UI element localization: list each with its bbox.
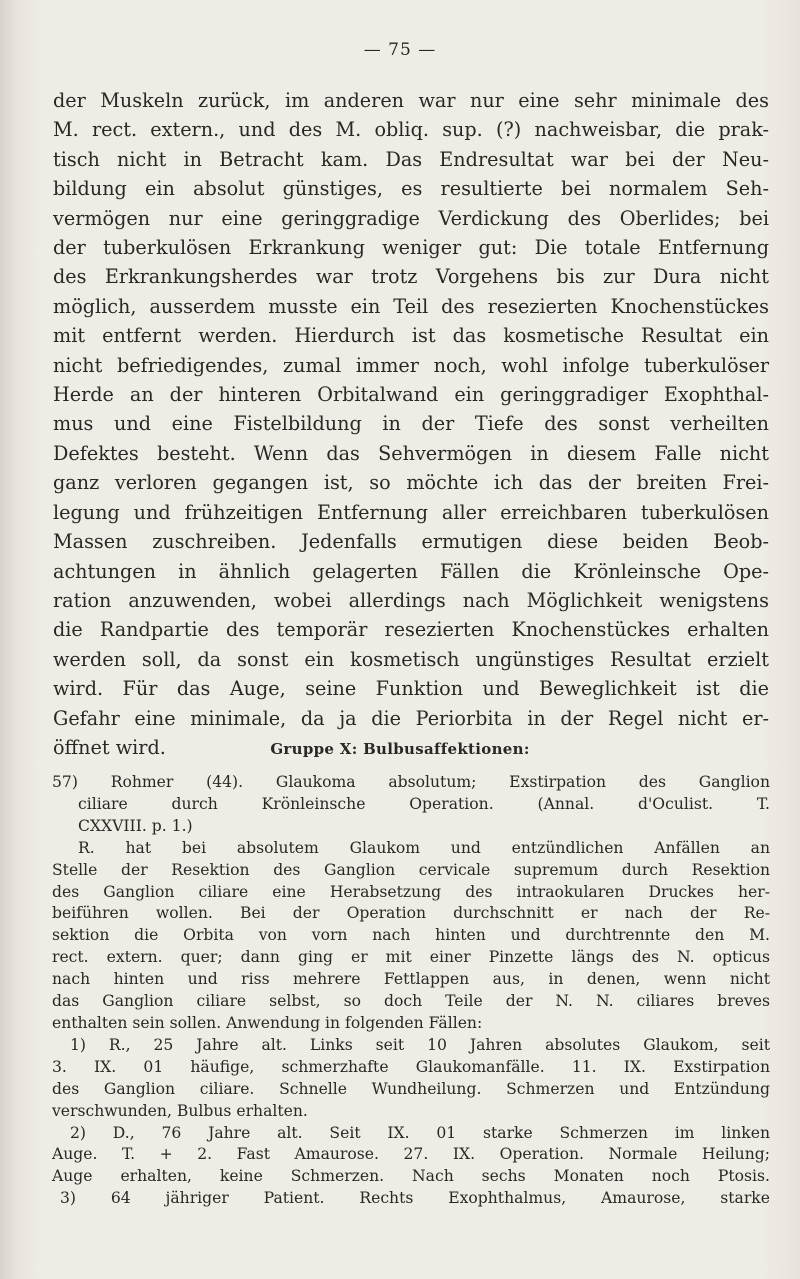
section-heading: Gruppe X: Bulbusaffektionen:: [270, 740, 530, 758]
text-line: Herde an der hinteren Orbitalwand ein geringgradiger Exophthal-: [53, 383, 769, 407]
text-line: mus und eine Fistelbildung in der Tiefe des sonst verheilten: [53, 412, 769, 436]
abstract-line: nach hinten und riss mehrere Fettlappen aus, in denen, wenn nicht: [52, 970, 770, 989]
abstract-line: ciliare durch Krönleinsche Operation. (Annal. d'Oculist. T.: [78, 794, 770, 813]
abstract-line: des Ganglion ciliare. Schnelle Wundheilung. Schmerzen und Entzündung: [52, 1079, 770, 1098]
abstract-line: das Ganglion ciliare selbst, so doch Teile der N. N. ciliares breves: [52, 992, 770, 1011]
text-line: vermögen nur eine geringgradige Verdickung des Oberlides; bei: [53, 206, 769, 230]
abstract-block: [52, 772, 770, 1210]
text-line: nicht befriedigendes, zumal immer noch, wohl infolge tuberkulöser: [53, 353, 769, 377]
text-line: möglich, ausserdem musste ein Teil des resezierten Knochenstückes: [53, 294, 769, 318]
abstract-line: Auge. T. + 2. Fast Amaurose. 27. IX. Operation. Normale Heilung;: [52, 1145, 770, 1164]
abstract-line: 3. IX. 01 häufige, schmerzhafte Glaukomanfälle. 11. IX. Exstirpation: [52, 1057, 770, 1076]
text-line: Defektes besteht. Wenn das Sehvermögen in diesem Falle nicht: [53, 441, 769, 465]
abstract-line: verschwunden, Bulbus erhalten.: [52, 1101, 308, 1120]
text-line: die Randpartie des temporär resezierten Knochenstückes erhalten: [53, 618, 769, 642]
abstract-line: Auge erhalten, keine Schmerzen. Nach sechs Monaten noch Ptosis.: [52, 1167, 770, 1186]
text-line: werden soll, da sonst ein kosmetisch ungünstiges Resultat erzielt: [53, 647, 769, 671]
abstract-line: beiführen wollen. Bei der Operation durchschnitt er nach der Re-: [52, 904, 770, 923]
text-line: der Muskeln zurück, im anderen war nur eine sehr minimale des: [53, 89, 769, 112]
text-line: tisch nicht in Betracht kam. Das Endresultat war bei der Neu-: [53, 147, 769, 171]
text-line: des Erkrankungsherdes war trotz Vorgehens bis zur Dura nicht: [53, 265, 769, 289]
abstract-line: sektion die Orbita von vorn nach hinten und durchtrennte den M.: [52, 926, 770, 945]
text-line: Massen zuschreiben. Jedenfalls ermutigen diese beiden Beob-: [53, 530, 769, 554]
text-line: wird. Für das Auge, seine Funktion und Beweglichkeit ist die: [53, 677, 769, 701]
text-line: legung und frühzeitigen Entfernung aller erreichbaren tuberkulösen: [53, 500, 769, 524]
abstract-line: 3) 64 jähriger Patient. Rechts Exophthalmus, Amaurose, starke: [60, 1189, 770, 1208]
text-line: mit entfernt werden. Hierdurch ist das kosmetische Resultat ein: [53, 324, 769, 348]
text-line: ganz verloren gegangen ist, so möchte ich das der breiten Frei-: [53, 471, 769, 495]
abstract-line: R. hat bei absolutem Glaukom und entzündlichen Anfällen an: [78, 838, 770, 857]
abstract-line: Stelle der Resektion des Ganglion cervicale supremum durch Resektion: [52, 860, 770, 879]
text-line: Gefahr eine minimale, da ja die Periorbita in der Regel nicht er-: [53, 706, 769, 730]
abstract-line: 1) R., 25 Jahre alt. Links seit 10 Jahren absolutes Glaukom, seit: [70, 1035, 770, 1054]
abstract-line: 57) Rohmer (44). Glaukoma absolutum; Exstirpation des Ganglion: [52, 773, 770, 791]
text-line: bildung ein absolut günstiges, es resultierte bei normalem Seh-: [53, 177, 769, 201]
abstract-line: CXXVIII. p. 1.): [78, 816, 193, 835]
abstract-line: 2) D., 76 Jahre alt. Seit IX. 01 starke Schmerzen im linken: [70, 1123, 770, 1142]
text-line: ration anzuwenden, wobei allerdings nach Möglichkeit wenigstens: [53, 588, 769, 612]
page-number: — 75 —: [363, 40, 437, 60]
main-paragraph: [53, 86, 769, 762]
abstract-line: enthalten sein sollen. Anwendung in folgenden Fällen:: [52, 1013, 483, 1032]
abstract-line: des Ganglion ciliare eine Herabsetzung des intraokularen Druckes her-: [52, 882, 770, 901]
abstract-line: rect. extern. quer; dann ging er mit einer Pinzette längs des N. opticus: [52, 948, 770, 967]
text-line: M. rect. extern., und des M. obliq. sup. (?) nachweisbar, die prak-: [53, 118, 769, 142]
text-line: der tuberkulösen Erkrankung weniger gut: Die totale Entfernung: [53, 236, 769, 260]
text-line: öffnet wird.: [53, 735, 166, 759]
text-line: achtungen in ähnlich gelagerten Fällen die Krönleinsche Ope-: [53, 559, 769, 583]
